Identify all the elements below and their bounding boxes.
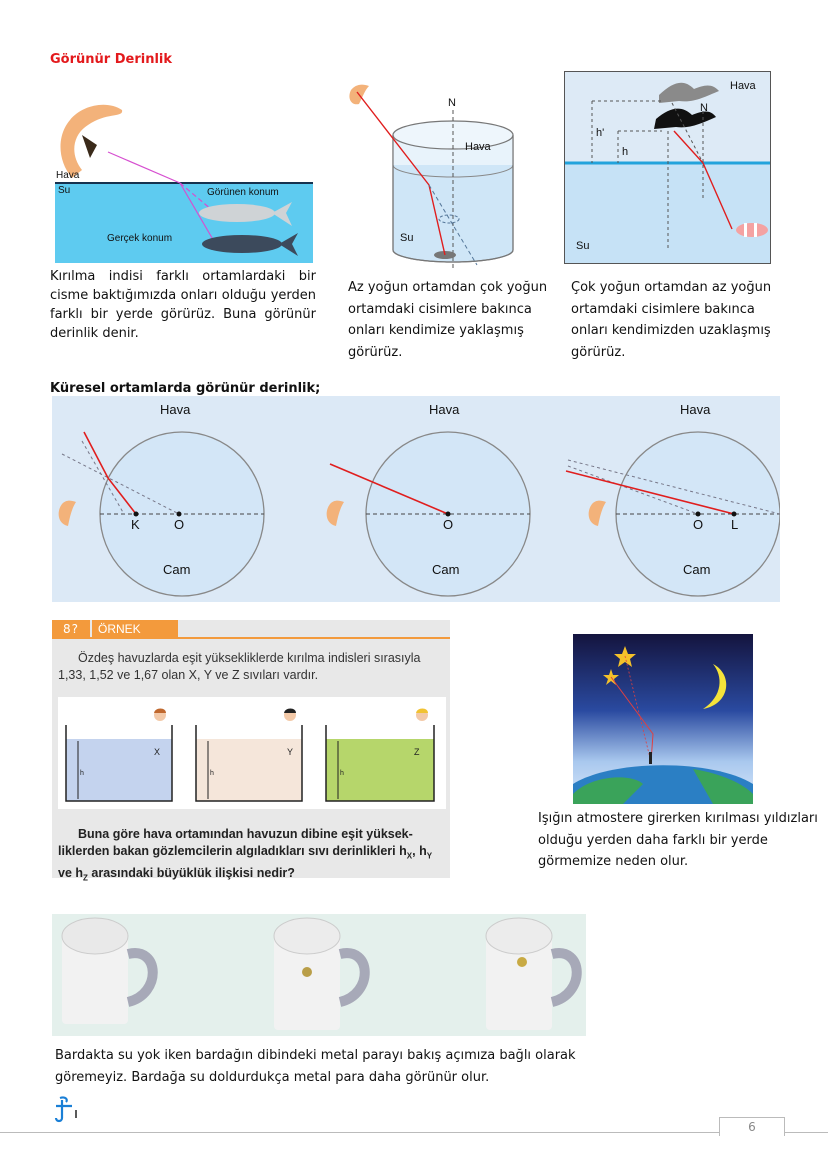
- label-point-o: O: [693, 517, 704, 532]
- label-air: Hava: [160, 402, 191, 417]
- figure-bird-fish: [564, 71, 771, 264]
- figure-spherical-media: [52, 396, 780, 602]
- example-question: Buna göre hava ortamından havuzun dibine eşit yüksek-liklerden bakan gözlemcilerin algıladıkları sıvı derinlikleri $h_X$, $h_Y$ ve $h_Z$ arasındaki büyüklük ilişkisi nedir?: [58, 827, 433, 882]
- publisher-logo-icon: [52, 1094, 82, 1124]
- label-real-position: Gerçek konum: [107, 233, 173, 244]
- label-glass: Cam: [163, 562, 191, 577]
- page-title: Görünür Derinlik: [50, 52, 173, 67]
- label-air: Hava: [465, 141, 491, 153]
- label-point-l: L: [731, 517, 739, 532]
- mug-empty: [62, 918, 153, 1024]
- label-hx: h: [80, 770, 84, 777]
- label-hz: h: [340, 770, 344, 777]
- example-tab: [52, 620, 178, 638]
- label-hy: h: [210, 770, 214, 777]
- figure-pools: [58, 697, 446, 809]
- label-water: Su: [400, 232, 414, 244]
- label-water: Su: [58, 185, 71, 196]
- label-pool-z: Z: [414, 747, 420, 757]
- figure-cylinder-coin: [345, 80, 545, 270]
- text-apparent-depth-definition: Kırılma indisi farklı ortamlardaki bir cisme baktığımızda onları olduğu yerden farklı bir yerde görürüz. Buna görünür derinlik denir.: [50, 269, 316, 341]
- label-h: h: [622, 146, 629, 158]
- label-point-o: O: [443, 517, 454, 532]
- label-normal: N: [700, 102, 708, 114]
- text-dense-to-less-dense: Çok yoğun ortamdan az yoğun ortamdaki cisimlere bakınca onları kendimizden uzaklaşmış görürüz.: [571, 280, 772, 360]
- footer-divider: [0, 1132, 828, 1133]
- figure-mugs: [52, 914, 586, 1036]
- label-point-o: O: [174, 517, 185, 532]
- label-h-prime: h': [596, 127, 605, 139]
- text-atmosphere-refraction: Işığın atmostere girerken kırılması yıldızları olduğu yerden daha farklı bir yerde görmemize neden olur.: [538, 811, 818, 869]
- label-glass: Cam: [432, 562, 460, 577]
- label-air: Hava: [56, 170, 80, 181]
- label-pool-y: Y: [287, 747, 294, 757]
- label-point-k: K: [131, 517, 140, 532]
- page-number: 6: [719, 1117, 785, 1136]
- mug-full-water: [486, 918, 577, 1030]
- label-air: Hava: [730, 80, 756, 92]
- label-glass: Cam: [683, 562, 711, 577]
- label-air: Hava: [429, 402, 460, 417]
- label-air: Hava: [680, 402, 711, 417]
- label-pool-x: X: [154, 747, 161, 757]
- figure-apparent-depth-fish: [52, 100, 314, 265]
- mug-half-water: [274, 918, 365, 1030]
- person-question-icon: 8?: [52, 620, 90, 638]
- example-label: ÖRNEK: [92, 620, 178, 638]
- example-divider: [52, 637, 450, 639]
- label-normal: N: [448, 97, 456, 109]
- text-less-dense-to-dense: Az yoğun ortamdan çok yoğun ortamdaki cisimlere bakınca onları kendimize yaklaşmış görürüz.: [348, 280, 548, 360]
- label-water: Su: [576, 240, 590, 252]
- text-mug-coin: Bardakta su yok iken bardağın dibindeki metal parayı bakış açımıza bağlı olarak göremeyiz. Bardağa su doldurdukça metal para daha görünür olur.: [55, 1048, 576, 1085]
- section-title-spherical: Küresel ortamlarda görünür derinlik;: [50, 381, 321, 396]
- label-apparent-position: Görünen konum: [207, 187, 279, 198]
- example-intro: Özdeş havuzlarda eşit yüksekliklerde kırılma indisleri sırasıyla 1,33, 1,52 ve 1,67 olan X, Y ve Z sıvıları vardır.: [58, 651, 421, 682]
- figure-atmosphere-stars: [573, 634, 753, 804]
